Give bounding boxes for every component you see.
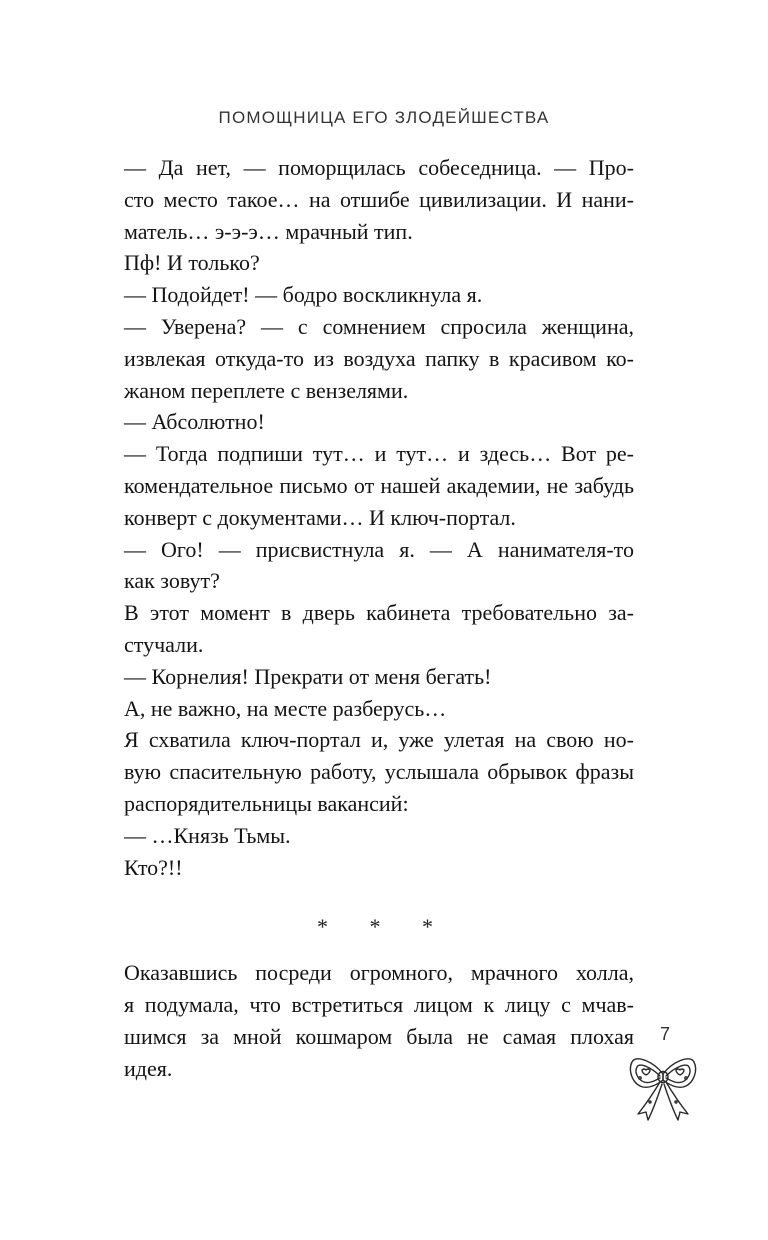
- text-line: Я схватила ключ-портал и, уже улетая на свою но-: [124, 727, 634, 753]
- text-line: — Абсолютно!: [124, 409, 265, 435]
- text-line: А, не важно, на месте разберусь…: [124, 695, 447, 721]
- text-line: идея.: [124, 1056, 173, 1081]
- text-line: вую спасительную работу, услышала обрывок фразы: [124, 759, 634, 785]
- text-line: стучали.: [124, 631, 204, 657]
- bow-icon: [626, 1050, 700, 1130]
- text-line: сто место такое… на отшибе цивилизации. И нани-: [124, 186, 634, 212]
- text-line: — Уверена? — с сомнением спросила женщина,: [124, 313, 634, 339]
- text-line: — Тогда подпиши тут… и тут… и здесь… Вот ре-: [124, 441, 634, 467]
- text-line: жаном переплете с вензелями.: [124, 377, 409, 403]
- text-line: Пф! И только?: [124, 250, 260, 276]
- text-line: — Да нет, — поморщилась собеседница. — Про-: [124, 155, 634, 180]
- text-line: конверт с документами… И ключ-портал.: [124, 504, 516, 530]
- text-line: — Ого! — присвистнула я. — А нанимателя-то: [124, 536, 634, 562]
- text-line: Оказавшись посреди огромного, мрачного холла,: [124, 960, 634, 985]
- text-line: шимся за мной кошмаром была не самая плохая: [124, 1024, 634, 1049]
- text-line: комендательное письмо от нашей академии, не забудь: [124, 472, 634, 498]
- text-line: — Корнелия! Прекрати от меня бегать!: [124, 663, 492, 689]
- running-title: ПОМОЩНИЦА ЕГО ЗЛОДЕЙШЕСТВА: [218, 108, 550, 127]
- text-line: распорядительницы вакансий:: [124, 790, 409, 816]
- text-line: я подумала, что встретиться лицом к лицу с мчав-: [124, 992, 634, 1017]
- text-line: извлекая откуда-то из воздуха папку в красивом ко-: [124, 345, 634, 371]
- page-number: 7: [659, 1024, 670, 1044]
- section-separator: * * *: [317, 914, 451, 939]
- text-line: матель… э-э-э… мрачный тип.: [124, 218, 413, 244]
- body-text: [124, 152, 634, 883]
- text-line: Кто?!!: [124, 854, 183, 880]
- body-text-continued: [124, 957, 634, 1085]
- text-line: — …Князь Тьмы.: [124, 822, 291, 848]
- text-line: — Подойдет! — бодро воскликнула я.: [124, 282, 483, 308]
- text-line: как зовут?: [124, 568, 220, 594]
- text-line: В этот момент в дверь кабинета требовательно за-: [124, 600, 634, 626]
